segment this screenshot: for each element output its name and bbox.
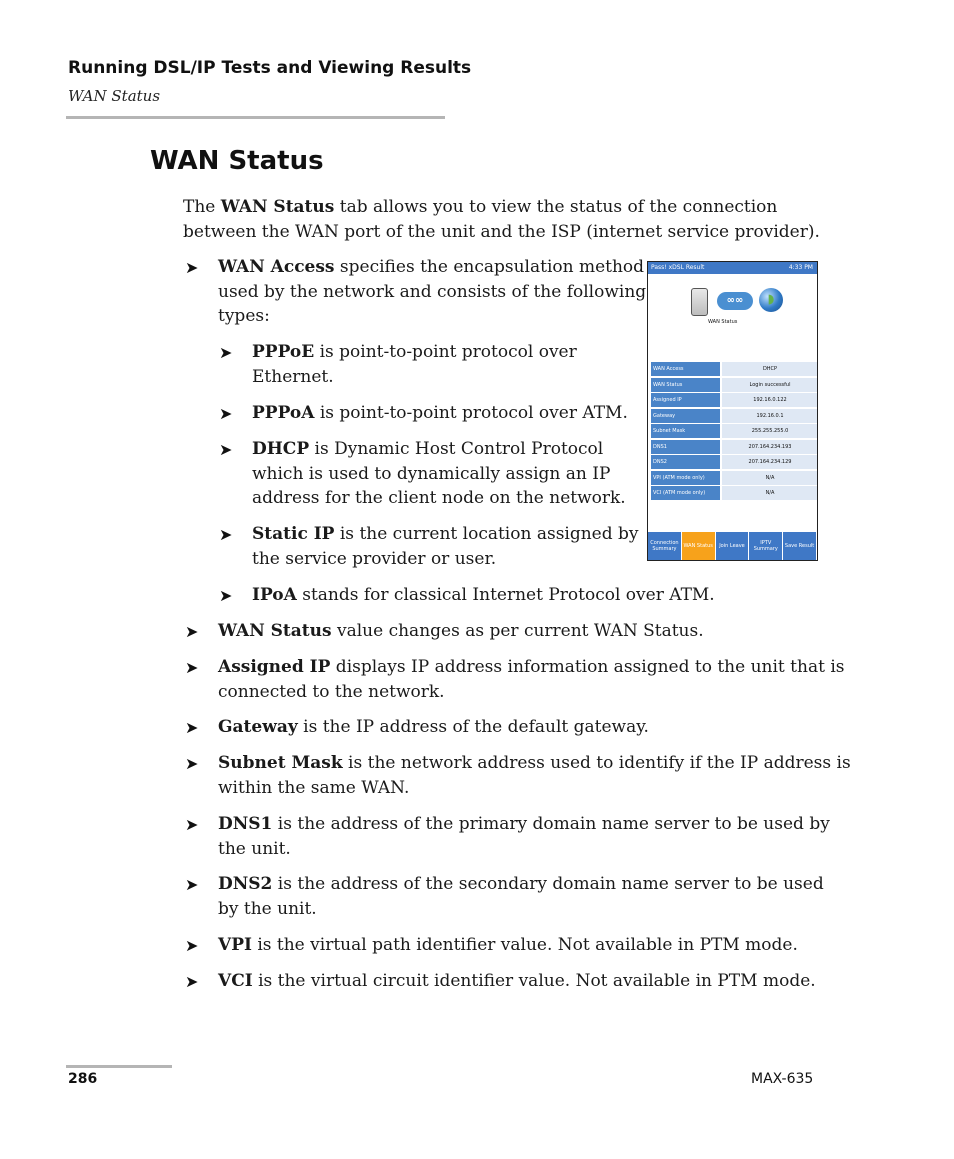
status-field-label: VPI (ATM mode only) (651, 471, 720, 485)
footer-rule (66, 1065, 172, 1068)
status-table-row (651, 440, 814, 454)
status-field-label: WAN Access (651, 362, 720, 376)
status-table-row (651, 362, 814, 376)
status-table-row (651, 409, 814, 423)
page-number: 286 (68, 1071, 98, 1087)
bullet-gateway: Gateway is the IP address of the default gateway. (218, 717, 649, 737)
status-field-value: 207.164.234.193 (722, 440, 818, 454)
tab-wan-status[interactable]: WAN Status (682, 532, 716, 560)
status-field-label: DNS2 (651, 455, 720, 469)
subbullet-ipoa: IPoA stands for classical Internet Protocol over ATM. (252, 585, 715, 605)
tab-join-leave[interactable]: Join Leave (716, 532, 750, 560)
status-field-label: Gateway (651, 409, 720, 423)
bullet-arrow-icon: ➤ (185, 718, 199, 737)
status-field-value: 207.164.234.129 (722, 455, 818, 469)
running-header-chapter: Running DSL/IP Tests and Viewing Results (68, 58, 472, 78)
bullet-wan-status: WAN Status value changes as per current WAN Status. (218, 621, 704, 641)
status-field-value: Login successful (722, 378, 818, 392)
wan-status-screenshot (647, 261, 818, 561)
status-field-value: DHCP (722, 362, 818, 376)
status-field-label: Subnet Mask (651, 424, 720, 438)
status-table-row (651, 393, 814, 407)
bullet-assigned-ip: Assigned IP displays IP address information assigned to the unit that is connected to the network. (218, 657, 845, 702)
tab-save-result[interactable]: Save Result (783, 532, 817, 560)
bullet-arrow-icon: ➤ (185, 622, 199, 641)
subbullet-dhcp: DHCP is Dynamic Host Control Protocol which is used to dynamically assign an IP address for the client node on the network. (252, 439, 626, 508)
subbullet-pppoe: PPPoE is point-to-point protocol over Ethernet. (252, 342, 577, 387)
bullet-vci: VCI is the virtual circuit identifier value. Not available in PTM mode. (218, 971, 816, 991)
header-rule (66, 116, 445, 119)
bullet-arrow-icon: ➤ (185, 258, 199, 277)
bullet-arrow-icon: ➤ (219, 586, 233, 605)
screenshot-title: Pass! xDSL Result (651, 264, 705, 271)
bullet-wan-access: WAN Access specifies the encapsulation method used by the network and consists of the following types: (218, 257, 647, 326)
status-field-label: DNS1 (651, 440, 720, 454)
bullet-arrow-icon: ➤ (185, 875, 199, 894)
status-field-value: 192.16.0.1 (722, 409, 818, 423)
bullet-arrow-icon: ➤ (185, 815, 199, 834)
running-header-section: WAN Status (68, 87, 161, 105)
icon-caption: WAN Status (708, 319, 738, 325)
status-table-row (651, 424, 814, 438)
bullet-dns1: DNS1 is the address of the primary domain name server to be used by the unit. (218, 814, 830, 859)
status-table-row (651, 378, 814, 392)
status-field-value: 255.255.255.0 (722, 424, 818, 438)
screenshot-title-bar (648, 262, 817, 274)
bullet-arrow-icon: ➤ (185, 936, 199, 955)
bullet-arrow-icon: ➤ (219, 440, 233, 459)
bullet-dns2: DNS2 is the address of the secondary domain name server to be used by the unit. (218, 874, 824, 919)
tab-iptv-summary[interactable]: IPTV Summary (749, 532, 783, 560)
subbullet-static-ip: Static IP is the current location assigned by the service provider or user. (252, 524, 639, 569)
status-table-row (651, 471, 814, 485)
status-field-label: VCI (ATM mode only) (651, 486, 720, 500)
screenshot-clock: 4:33 PM (788, 264, 813, 271)
status-table-row (651, 486, 814, 500)
status-field-label: WAN Status (651, 378, 720, 392)
page-title: WAN Status (150, 146, 324, 176)
bullet-arrow-icon: ➤ (185, 658, 199, 677)
bullet-arrow-icon: ➤ (185, 972, 199, 991)
bullet-arrow-icon: ➤ (219, 404, 233, 423)
subbullet-pppoa: PPPoA is point-to-point protocol over ATM. (252, 403, 628, 423)
bullet-subnet-mask: Subnet Mask is the network address used to identify if the IP address is within the same WAN. (218, 753, 851, 798)
status-field-value: 192.16.0.122 (722, 393, 818, 407)
device-icon (691, 288, 708, 316)
status-field-value: N/A (722, 486, 818, 500)
status-field-value: N/A (722, 471, 818, 485)
status-table-row (651, 455, 814, 469)
tab-bar (648, 532, 817, 560)
tab-connection-summary[interactable]: Connection Summary (648, 532, 682, 560)
intro-paragraph: The WAN Status tab allows you to view the status of the connection between the WAN port of the unit and the ISP (internet service provider). (183, 197, 820, 242)
bullet-arrow-icon: ➤ (219, 343, 233, 362)
bullet-arrow-icon: ➤ (185, 754, 199, 773)
product-model: MAX-635 (751, 1071, 814, 1087)
chain-link-icon: ∞∞ (717, 292, 753, 310)
bullet-arrow-icon: ➤ (219, 525, 233, 544)
bullet-vpi: VPI is the virtual path identifier value. Not available in PTM mode. (218, 935, 798, 955)
globe-icon: ◗ (759, 288, 783, 312)
status-field-label: Assigned IP (651, 393, 720, 407)
